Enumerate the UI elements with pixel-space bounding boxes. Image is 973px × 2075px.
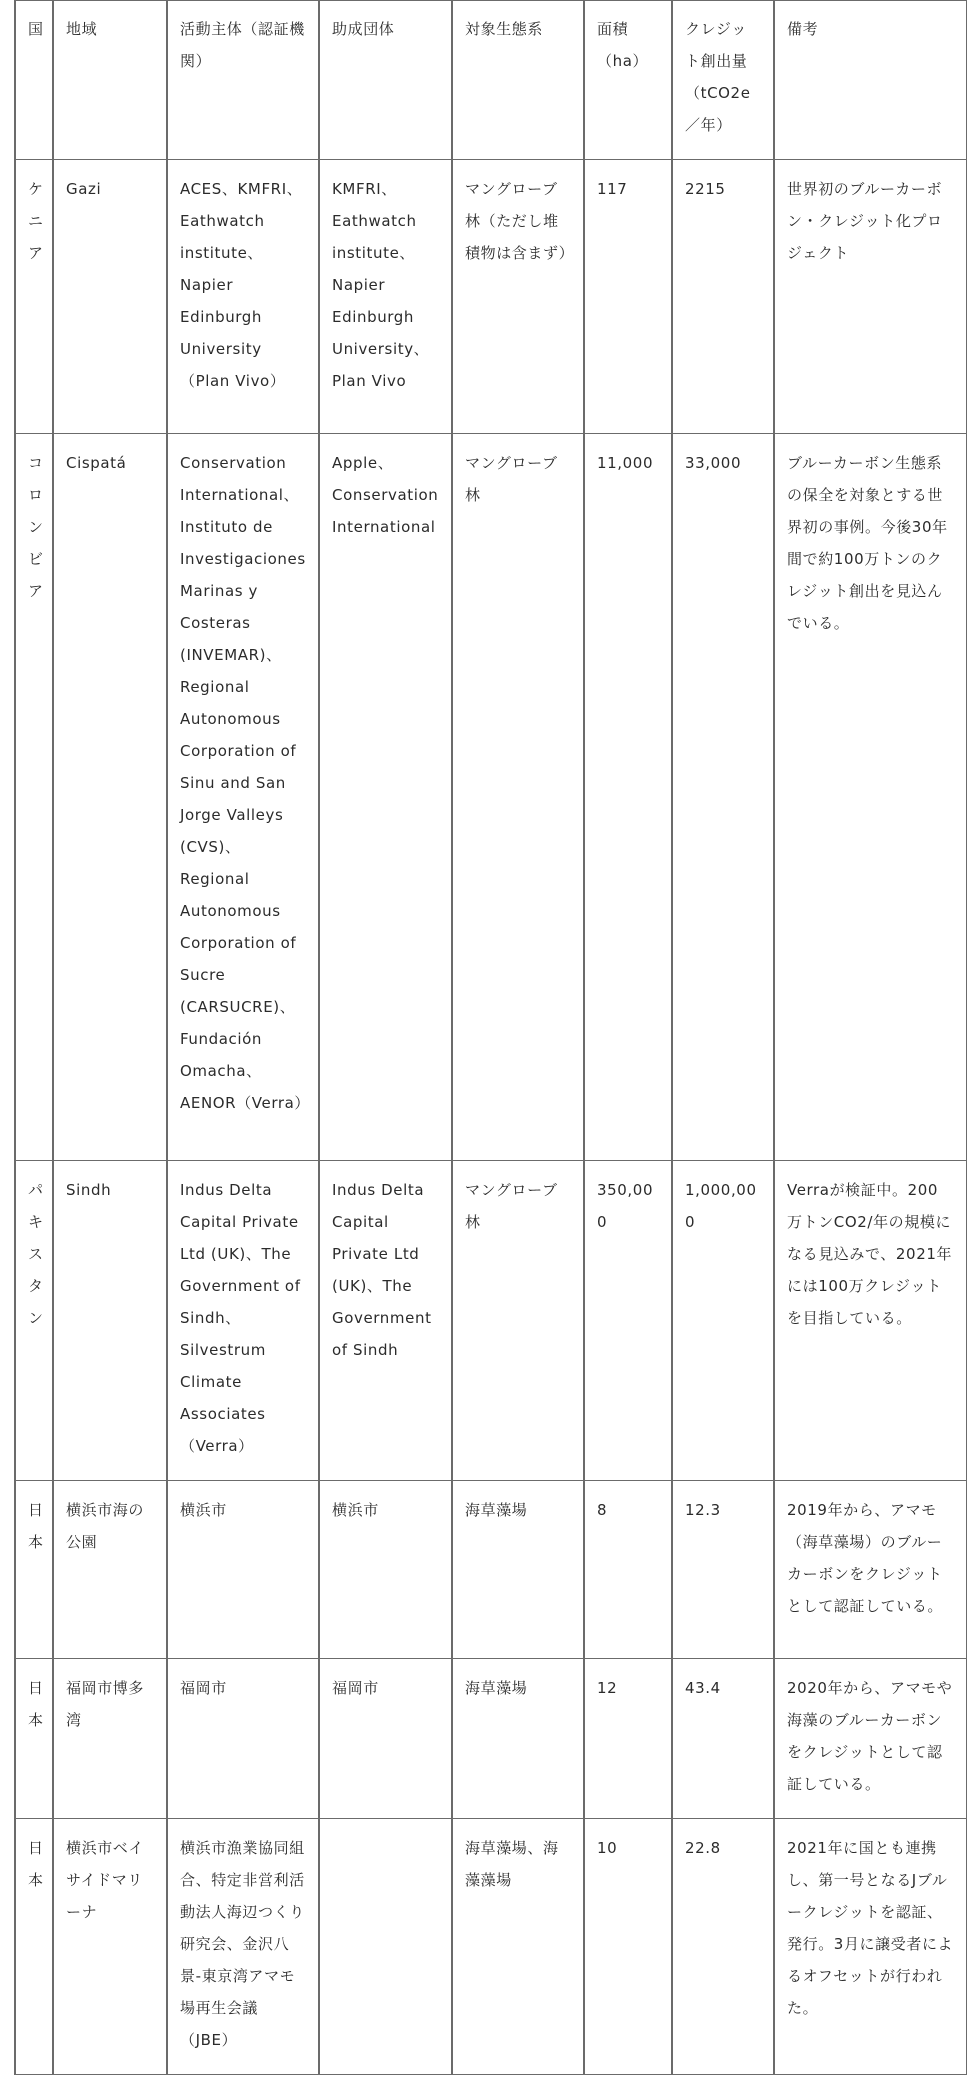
cell-ecosystem: マングローブ林 [452,434,584,1161]
cell-area: 11,000 [584,434,672,1161]
cell-ecosystem: 海草藻場 [452,1481,584,1659]
table-container [14,0,965,2075]
cell-funder: 横浜市 [319,1481,452,1659]
cell-funder: Indus Delta Capital Private Ltd (UK)、The Government of Sindh [319,1161,452,1481]
cell-note: Verraが検証中。200万トンCO2/年の規模になる見込みで、2021年には100万クレジットを目指している。 [774,1161,966,1481]
header-country: 国 [15,1,53,160]
cell-ecosystem: マングローブ林（ただし堆積物は含まず） [452,160,584,434]
cell-region: Cispatá [53,434,167,1161]
cell-actor: 横浜市 [167,1481,319,1659]
cell-note: ブルーカーボン生態系の保全を対象とする世界初の事例。今後30年間で約100万トンのクレジット創出を見込んでいる。 [774,434,966,1161]
cell-country: ケニア [15,160,53,434]
header-funder: 助成団体 [319,1,452,160]
cell-area: 117 [584,160,672,434]
cell-region: 福岡市博多湾 [53,1659,167,1819]
cell-ecosystem: 海草藻場、海藻藻場 [452,1819,584,2075]
header-credit: クレジット創出量（tCO2e／年） [672,1,774,160]
cell-funder: Apple、Conservation International [319,434,452,1161]
blue-carbon-projects-table [14,0,967,2075]
cell-actor: ACES、KMFRI、Eathwatch institute、Napier Edinburgh University（Plan Vivo） [167,160,319,434]
cell-area: 8 [584,1481,672,1659]
cell-actor: Indus Delta Capital Private Ltd (UK)、The Government of Sindh、Silvestrum Climate Associates（Verra） [167,1161,319,1481]
cell-area: 350,000 [584,1161,672,1481]
cell-funder [319,1819,452,2075]
cell-credit: 1,000,000 [672,1161,774,1481]
cell-note: 2019年から、アマモ（海草藻場）のブルーカーボンをクレジットとして認証している。 [774,1481,966,1659]
cell-country: 日本 [15,1481,53,1659]
table-row [15,1161,966,1481]
cell-note: 2021年に国とも連携し、第一号となるJブルークレジットを認証、発行。3月に譲受者によるオフセットが行われた。 [774,1819,966,2075]
cell-ecosystem: 海草藻場 [452,1659,584,1819]
cell-region: 横浜市海の公園 [53,1481,167,1659]
cell-region: Gazi [53,160,167,434]
cell-country: パキスタン [15,1161,53,1481]
cell-credit: 43.4 [672,1659,774,1819]
cell-region: 横浜市ベイサイドマリーナ [53,1819,167,2075]
header-note: 備考 [774,1,966,160]
cell-funder: KMFRI、Eathwatch institute、Napier Edinburgh University、Plan Vivo [319,160,452,434]
table-header-row [15,1,966,160]
cell-credit: 12.3 [672,1481,774,1659]
cell-area: 10 [584,1819,672,2075]
cell-country: 日本 [15,1659,53,1819]
cell-credit: 22.8 [672,1819,774,2075]
table-row [15,1659,966,1819]
header-region: 地域 [53,1,167,160]
cell-funder: 福岡市 [319,1659,452,1819]
header-ecosystem: 対象生態系 [452,1,584,160]
cell-note: 2020年から、アマモや海藻のブルーカーボンをクレジットとして認証している。 [774,1659,966,1819]
table-row [15,1481,966,1659]
table-row [15,434,966,1161]
header-area: 面積（ha） [584,1,672,160]
cell-country: 日本 [15,1819,53,2075]
cell-area: 12 [584,1659,672,1819]
cell-ecosystem: マングローブ林 [452,1161,584,1481]
header-actor: 活動主体（認証機関） [167,1,319,160]
cell-note: 世界初のブルーカーボン・クレジット化プロジェクト [774,160,966,434]
table-row [15,160,966,434]
cell-actor: 福岡市 [167,1659,319,1819]
cell-credit: 2215 [672,160,774,434]
table-row [15,1819,966,2075]
cell-credit: 33,000 [672,434,774,1161]
cell-actor: Conservation International、Instituto de Investigaciones Marinas y Costeras (INVEMAR)、Regional Autonomous Corporation of Sinu and San Jorge Valleys (CVS)、Regional Autonomous Corporation of Sucre (CARSUCRE)、Fundación Omacha、AENOR（Verra） [167,434,319,1161]
cell-country: コロンビア [15,434,53,1161]
cell-actor: 横浜市漁業協同組合、特定非営利活動法人海辺つくり研究会、金沢八景-東京湾アマモ場再生会議（JBE） [167,1819,319,2075]
cell-region: Sindh [53,1161,167,1481]
